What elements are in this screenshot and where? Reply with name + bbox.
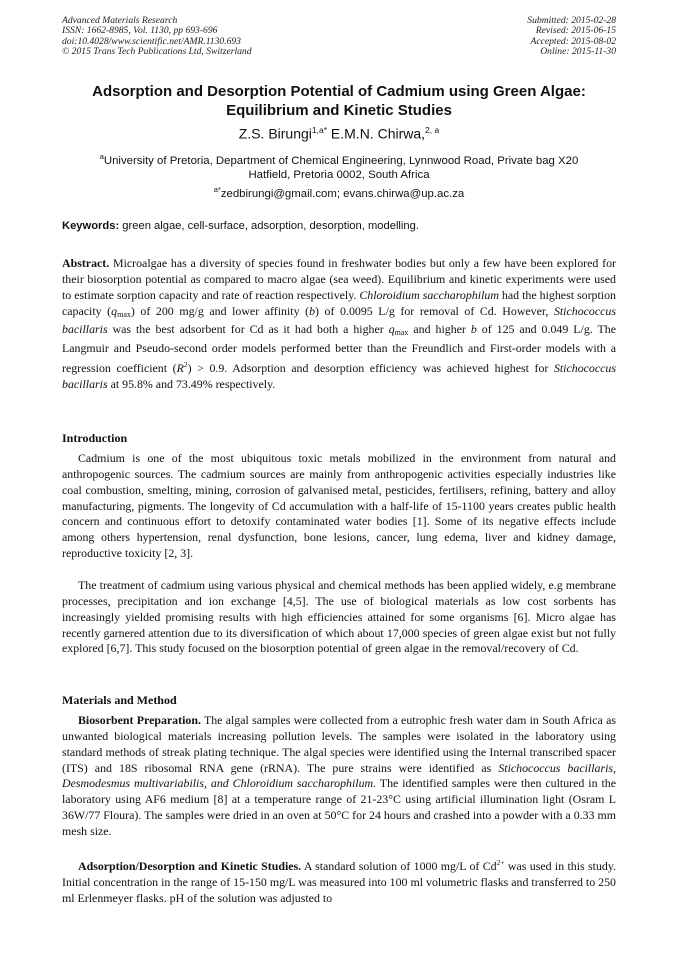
section-heading-materials: Materials and Method (62, 693, 177, 707)
submitted-date: Submitted: 2015-02-28 (527, 15, 616, 26)
abstract-text: ) of 200 mg/g and lower affinity ( (130, 303, 310, 318)
title-line-1: Adsorption and Desorption Potential of Cadmium using Green Algae: (92, 83, 586, 100)
b-symbol: b (470, 322, 477, 337)
doi-line: doi:10.4028/www.scientific.net/AMR.1130.693 (62, 35, 241, 47)
r-symbol: R (176, 361, 184, 376)
abstract-text: ) of 0.0095 L/g for removal of Cd. However, (315, 303, 554, 318)
abstract-text: ) > 0.9. Adsorption and desorption efficiency was achieved highest for (187, 361, 554, 376)
revised-date: Revised: 2015-06-15 (535, 25, 616, 37)
abstract (62, 256, 616, 393)
abstract-text: and higher (408, 322, 471, 337)
affiliation (62, 150, 616, 183)
online-date: Online: 2015-11-30 (540, 46, 616, 58)
email-mark: a* (213, 185, 221, 194)
author-2-affiliation-mark: 2, a (425, 125, 440, 135)
contact-emails (62, 183, 616, 201)
b-symbol: b (309, 303, 316, 318)
abstract-text: at 95.8% and 73.49% respectively. (107, 376, 276, 391)
species-name: Stichococcus bacillaris (62, 303, 617, 337)
copyright-line: © 2015 Trans Tech Publications Ltd, Switzerland (62, 46, 252, 58)
abstract-text: Microalgae has a diversity of species found in freshwater bodies but only a few have been explored for their biosorption potential as compared to macro algae (sea weed). Equilibrium and kinetic experiments were used to estimate sorption capacity and rate of reaction respectively. (62, 256, 616, 302)
q-max-subscript: max (394, 328, 409, 338)
adsorption-desorption-paragraph (62, 855, 616, 907)
introduction-paragraph-2: The treatment of cadmium using various physical and chemical methods has been applied widely, e.g membrane processes, precipitation and ion exchange [4,5]. The use of biological materials as low cost sorbents has increasingly yielded promising results with high efficiencies attained for some organisms [6]. Micro algae has recently garnered attention due to its diversification of which about 17,000 species of green algae exist but not fully explored [6,7]. This study focused on the biosorption potential of green algae in the removal/recovery of Cd. (62, 578, 616, 656)
r-superscript: 2 (183, 360, 188, 370)
q-max-symbol: q (111, 303, 118, 318)
paper-title (52, 82, 626, 120)
paragraph-text: The identified samples were then cultured in the laboratory using AF6 medium [8] at a temperature range of 21-23°C using artificial illumination light (Osram L 36W/77 Floura). The samples were dried in an oven at 50°C for 24 hours and crashed into a powder with a 0.33 mm mesh size. (62, 776, 616, 838)
subsection-label: Adsorption/Desorption and Kinetic Studies. (78, 859, 302, 873)
journal-header-left (62, 16, 252, 58)
journal-name: Advanced Materials Research (62, 15, 178, 26)
subsection-label: Biosorbent Preparation. (78, 713, 201, 727)
species-name: Chloroidium saccharophilum (359, 287, 499, 302)
email-text: zedbirungi@gmail.com; evans.chirwa@up.ac.za (220, 187, 465, 200)
abstract-text: was the best adsorbent for Cd as it had both a higher (107, 322, 389, 337)
title-line-2: Equilibrium and Kinetic Studies (226, 102, 452, 119)
cd-charge-superscript: 2+ (496, 858, 505, 867)
q-max-symbol: q (388, 322, 395, 337)
journal-header-right (527, 16, 616, 58)
affiliation-line-2: Hatfield, Pretoria 0002, South Africa (248, 169, 430, 182)
author-list (52, 122, 626, 143)
accepted-date: Accepted: 2015-08-02 (530, 35, 616, 47)
author-2: E.M.N. Chirwa, (330, 125, 426, 142)
abstract-text: had the highest sorption capacity ( (62, 287, 616, 318)
species-name: Stichococcus bacillaris (62, 361, 617, 391)
species-list: Stichococcus bacillaris, Desmodesmus multivariabilis, and Chloroidium saccharophilum. (62, 760, 616, 791)
keywords (62, 219, 616, 233)
paragraph-text: The algal samples were collected from a eutrophic fresh water dam in South Africa as unwanted biological materials increasing pollution levels. The samples were isolated in the laboratory using standard methods of streak plating technique. The algal species were identified using the Internal transcribed spacer (ITS) and 18S ribosomal RNA gene (rRNA). The pure strains were identified as (62, 713, 616, 775)
introduction-paragraph-1: Cadmium is one of the most ubiquitous toxic metals mobilized in the environment from natural and anthropogenic sources. The cadmium sources are mainly from anthropogenic activities especially industries like coal combustion, smelting, mining, corrosion of galvanised metal, pesticides, fertilisers, refining, battery and alloy manufacturing, pigments. The longevity of Cd accumulation with a half-life of 15-1100 years creates public health concern and continuous effort to detoxify contaminated water bodies [1]. Some of its negative effects include among others hypertension, renal dysfunction, bone lesions, cancer, lung edema, liver and kidney damage, reproductive toxicity [2, 3]. (62, 451, 616, 561)
abstract-label: Abstract. (62, 256, 110, 270)
author-1-affiliation-mark: 1,a* (311, 125, 328, 135)
issn-line: ISSN: 1662-8985, Vol. 1130, pp 693-696 (62, 25, 218, 37)
paragraph-text: A standard solution of 1000 mg/L of Cd (301, 859, 497, 873)
author-1: Z.S. Birungi (238, 125, 312, 142)
keywords-text: green algae, cell-surface, adsorption, desorption, modelling. (119, 220, 419, 232)
keywords-label: Keywords: (62, 220, 120, 232)
affiliation-line-1: University of Pretoria, Department of Chemical Engineering, Lynnwood Road, Private bag X20 (103, 154, 579, 167)
section-heading-introduction: Introduction (62, 431, 128, 445)
paragraph-text: was used in this study. Initial concentration in the range of 15-150 mg/L was measured into 100 ml volumetric flasks and transferred to 250 ml Erlenmeyer flasks. pH of the solution was adjusted to (62, 859, 616, 905)
q-max-subscript: max (117, 309, 131, 319)
biosorbent-preparation-paragraph (62, 713, 616, 840)
abstract-text: of 125 and 0.049 L/g. The Langmuir and Pseudo-second order models performed better than the Freundlich and First-order models with a regression coefficient ( (62, 322, 616, 376)
affiliation-mark: a (99, 152, 104, 161)
